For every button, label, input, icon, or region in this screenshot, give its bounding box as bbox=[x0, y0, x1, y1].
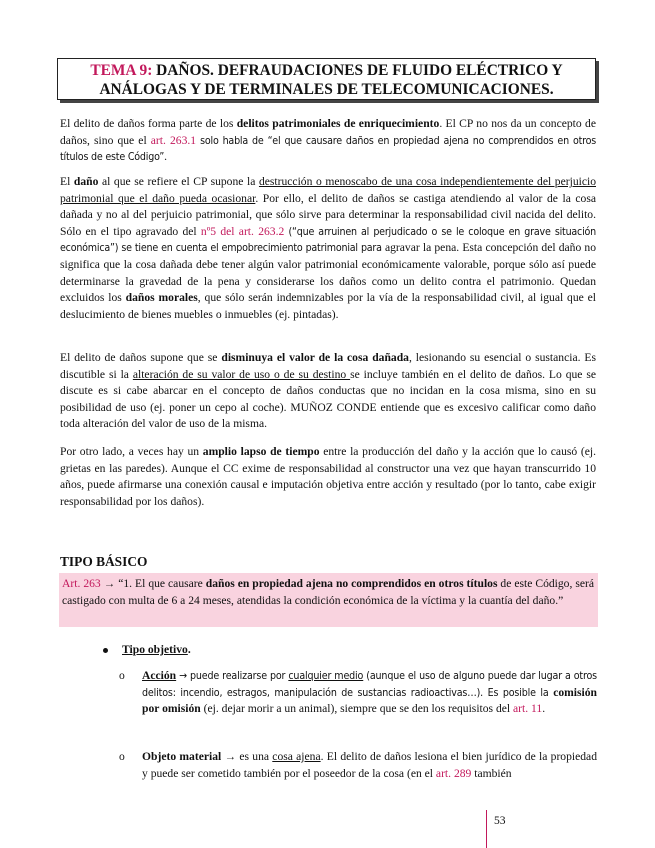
underlined-text: destrucción o menoscabo de una cosa independientemente del perjuicio patrimonial que el daño pueda ocasionar bbox=[60, 175, 596, 205]
underlined-text: alteración de su valor de uso o de su destino bbox=[132, 367, 351, 381]
page-number-divider bbox=[486, 810, 487, 848]
text: . El delito de daños lesiona el bien jurídico de la propiedad y puede ser cometido también por el poseedor de la cosa (en el bbox=[142, 750, 598, 780]
title-line2: ANÁLOGAS Y DE TERMINALES DE TELECOMUNICACIONES. bbox=[99, 81, 554, 98]
page-number: 53 bbox=[494, 814, 506, 827]
text: entre la producción del daño y la acción que lo causó (ej. grietas en las paredes). Aunque el CC exime de responsabilidad al constructor una vez que hayan transcurrido 10 años, puede afirmarse una conexión causal e imputación objetiva entre acción y resultado (por lo tanto, cabe exigir responsabilidad por los daños). bbox=[60, 445, 597, 508]
text: se incluye también en el delito de daños. Lo que se discute es si cabe abarcar en el concepto de daños conductas que no incidan en la cosa misma, sino en su posibilidad de uso (ej. poner un cepo al coche). MUÑOZ CONDE entiende que es excesivo calificar como daño toda alteración del valor de uso de la misma. bbox=[60, 367, 596, 431]
quote-text: solo habla de “el que causare daños en propiedad ajena no comprendidos en otros títulos de este Código” bbox=[60, 134, 596, 164]
text: , lesionando su esencial o sustancia. Es discutible si la bbox=[60, 351, 597, 381]
subitem-objeto-material bbox=[142, 749, 597, 782]
title-line1: DAÑOS. DEFRAUDACIONES DE FLUIDO ELÉCTRICO Y bbox=[152, 62, 563, 79]
text: . El CP no nos da un concepto de daños, sino que el bbox=[60, 117, 596, 147]
paragraph-4 bbox=[60, 444, 596, 510]
article-link[interactable]: Art. 263 bbox=[62, 577, 101, 590]
text: . bbox=[164, 150, 167, 164]
text: también bbox=[471, 766, 512, 780]
title-prefix: TEMA 9: bbox=[90, 62, 153, 79]
text: → es una bbox=[221, 750, 273, 763]
paragraph-3 bbox=[60, 350, 596, 433]
text: → “1. El que causare bbox=[100, 577, 206, 590]
bullet-label: Tipo objetivo bbox=[122, 643, 188, 656]
paragraph-1 bbox=[60, 116, 596, 166]
underlined-text: cualquier medio bbox=[288, 670, 364, 682]
underlined-text: cosa ajena bbox=[272, 750, 321, 763]
article-link[interactable]: art. 289 bbox=[435, 766, 472, 780]
bold-text: daños en propiedad ajena no comprendidos en otros títulos bbox=[205, 577, 498, 590]
text: El delito de daños forma parte de los bbox=[60, 117, 237, 130]
text: El delito de daños supone que se bbox=[60, 351, 222, 364]
text: de este Código, será castigado con multa de 6 a 24 meses, atendidas la condición económica de la víctima y la cuantía del daño.” bbox=[62, 577, 595, 607]
sub-bullet-marker: o bbox=[119, 669, 125, 682]
text: al que se refiere el CP supone la bbox=[98, 175, 259, 188]
text: → puede realizarse por bbox=[176, 670, 289, 682]
text: (ej. dejar morir a un animal), siempre que se den los requisitos del bbox=[200, 702, 514, 716]
bullet-tipo-objetivo bbox=[103, 642, 191, 658]
article-link[interactable]: nº5 del art. 263.2 bbox=[200, 224, 285, 238]
bold-text: disminuya el valor de la cosa dañada bbox=[221, 351, 409, 364]
text: Por otro lado, a veces hay un bbox=[60, 445, 203, 458]
subitem-label: Acción bbox=[142, 669, 177, 682]
sub-bullet-marker: o bbox=[119, 750, 125, 763]
text: . Por ello, el delito de daños se castiga atendiendo al valor de la cosa dañada y no al del perjuicio patrimonial, que sólo sirve para determinar la responsabilidad civil nacida del delito. Sólo en el tipo agravado del bbox=[60, 191, 597, 238]
bold-text: daños morales bbox=[125, 291, 198, 305]
bold-text: amplio lapso de tiempo bbox=[202, 445, 320, 458]
paragraph-2 bbox=[60, 174, 596, 323]
subitem-accion bbox=[142, 668, 597, 718]
text: . bbox=[542, 702, 546, 716]
bold-text: daño bbox=[73, 175, 99, 188]
text: , que sólo serán indemnizables por la vía de la responsabilidad civil, al igual que el deslucimiento de bienes muebles o inmuebles (ej. pintadas). bbox=[60, 291, 596, 321]
chapter-title bbox=[57, 58, 596, 100]
text: . bbox=[187, 643, 191, 656]
text: (aunque el uso de alguno puede dar lugar a otros delitos: incendio, estragos, manipulación de sustancias radioactivas…). Es posible la bbox=[142, 670, 597, 699]
section-heading: TIPO BÁSICO bbox=[60, 554, 148, 569]
article-link[interactable]: art. 11 bbox=[513, 702, 543, 716]
quote-text: (“que arruinen al perjudicado o se le coloque en grave situación económica”) se tiene en cuenta el empobrecimiento patrimonial para bbox=[60, 225, 597, 255]
text: agravar la pena. Esta concepción del daño no significa que la cosa dañada debe tener algún valor patrimonial económicamente valorable, porque sólo así puede determinarse la gravedad de la pena y considerarse los daños como un delito contra el patrimonio. Quedan excluidos los bbox=[60, 241, 597, 305]
article-263-box bbox=[59, 573, 598, 627]
bold-text: comisión por omisión bbox=[142, 685, 597, 716]
bold-text: delitos patrimoniales de enriquecimiento bbox=[236, 117, 440, 130]
text: El bbox=[60, 175, 74, 188]
article-link[interactable]: art. 263.1 bbox=[150, 133, 197, 147]
subitem-label: Objeto material bbox=[142, 750, 222, 763]
bullet-icon bbox=[103, 648, 108, 653]
